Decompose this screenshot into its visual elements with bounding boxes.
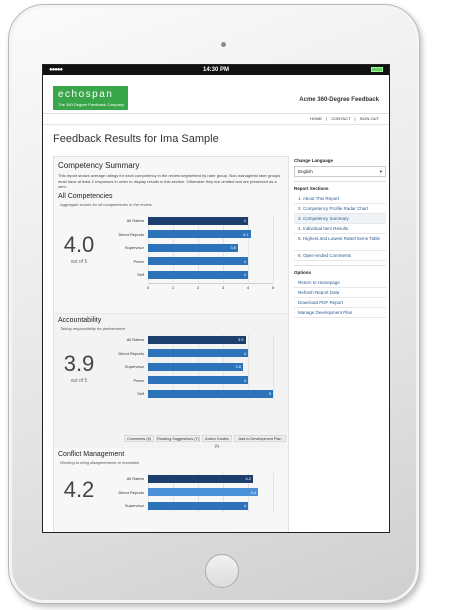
home-button[interactable] xyxy=(205,554,239,588)
bar-category-label: Self xyxy=(137,391,144,396)
screen xyxy=(42,64,390,533)
action-guides-button[interactable]: Action Guides (1) xyxy=(202,435,232,442)
status-time: 14:30 PM xyxy=(202,67,229,73)
report-sections-heading: Report Sections xyxy=(294,186,329,191)
nav-sign-out[interactable]: SIGN OUT xyxy=(359,116,379,121)
signal-icon: ●●●●● xyxy=(49,67,63,73)
option-return-home[interactable]: Return to Homepage xyxy=(294,278,386,288)
bar-category-label: Direct Reports xyxy=(118,350,144,356)
gridline xyxy=(273,473,274,514)
bar-value-label: 3.8 xyxy=(235,364,241,369)
bar xyxy=(148,257,248,265)
option-manage-plan[interactable]: Manage Development Plan xyxy=(294,308,386,318)
chart-subtitle: Working to bring disagreements to resolution xyxy=(60,459,140,465)
bar-value-label: 4 xyxy=(243,350,246,356)
chart-title: All Competencies xyxy=(58,192,113,200)
bar xyxy=(148,502,248,510)
divider xyxy=(294,265,386,266)
bar-value-label: 5 xyxy=(268,391,271,396)
bar xyxy=(148,363,243,371)
options-heading: Options xyxy=(294,270,311,275)
bar xyxy=(148,230,251,238)
bar-value-label: 4.4 xyxy=(250,489,256,495)
chevron-down-icon: ▾ xyxy=(379,169,382,174)
bar xyxy=(148,217,248,225)
bar-value-label: 4.1 xyxy=(242,231,249,237)
score-value: 3.9 xyxy=(63,351,95,377)
bar xyxy=(148,376,248,384)
language-value: English xyxy=(298,169,313,174)
bar-category-label: Direct Reports xyxy=(118,489,144,495)
chart-title: Conflict Management xyxy=(58,450,125,458)
logo-tagline: The 360-Degree Feedback Company xyxy=(58,102,125,107)
top-nav xyxy=(43,114,389,125)
competency-summary-description: This report shows average ratings for each competency in the review segmented by rater group. Non-managerial rater groups must have at least 2 responses in order to display results in this section. Otherwise they are omitted and are presented as a zero. xyxy=(58,173,281,189)
options-list xyxy=(294,278,386,318)
x-tick-label: 4 xyxy=(246,285,250,290)
bar-category-label: Peers xyxy=(133,377,144,383)
divider xyxy=(294,181,386,182)
accountability-section xyxy=(54,313,288,448)
bar-value-label: 4 xyxy=(243,258,246,264)
comments-button[interactable]: Comments (5) xyxy=(124,435,154,442)
bar-value-label: 4 xyxy=(243,272,246,277)
bar-value-label: 3.6 xyxy=(230,245,236,250)
x-tick-label: 3 xyxy=(221,285,225,290)
bar-category-label: Self xyxy=(137,272,144,277)
report-sections-list xyxy=(294,194,386,261)
status-bar xyxy=(43,65,389,75)
reading-suggestions-button[interactable]: Reading Suggestions (7) xyxy=(157,436,199,441)
bar-category-label: Supervisor xyxy=(124,364,144,369)
chart-subtitle: Aggregate scores for all competencies in the review. xyxy=(60,201,153,207)
nav-contact[interactable]: CONTACT xyxy=(331,116,351,121)
score-value: 4.0 xyxy=(63,232,95,258)
page-title: Feedback Results for Ima Sample xyxy=(53,133,219,145)
bar-category-label: All Raters xyxy=(126,476,144,481)
conflict-management-section xyxy=(54,451,288,531)
section-link-competency-summary[interactable]: 3. Competency Summary xyxy=(294,214,386,224)
bar-category-label: Supervisor xyxy=(124,245,144,250)
score-out-of: out of 5 xyxy=(70,259,88,266)
bar-value-label: 4.2 xyxy=(245,476,251,481)
x-tick-label: 1 xyxy=(171,285,175,290)
section-link-comments[interactable]: 6. Open-ended Comments xyxy=(294,251,386,261)
section-link-item-results[interactable]: 4. Individual Item Results xyxy=(294,224,386,234)
section-link-highest-lowest[interactable]: 5. Highest and Lowest Rated Items Table xyxy=(294,234,386,251)
bar-value-label: 4 xyxy=(243,377,246,383)
bar-category-label: Supervisor xyxy=(124,503,144,508)
add-to-development-plan-button[interactable]: Add to Development Plan xyxy=(234,435,286,442)
bar-category-label: Direct Reports xyxy=(118,231,144,237)
x-tick-label: 0 xyxy=(146,285,150,290)
all-competencies-section xyxy=(54,193,288,313)
bar-category-label: All Raters xyxy=(126,218,144,223)
bar-category-label: All Raters xyxy=(126,337,144,342)
bar xyxy=(148,336,246,344)
score-value: 4.2 xyxy=(63,476,95,502)
chart-title: Accountability xyxy=(58,316,102,324)
camera xyxy=(221,42,226,47)
nav-home[interactable]: HOME xyxy=(310,116,323,121)
x-axis xyxy=(148,283,273,284)
app-header xyxy=(43,75,389,114)
gridline xyxy=(273,215,274,283)
app-title: Acme 360-Degree Feedback xyxy=(299,97,379,103)
bar xyxy=(148,271,248,279)
bar xyxy=(148,349,248,357)
section-link-radar[interactable]: 2. Competency Profile Radar Chart xyxy=(294,204,386,214)
sidebar xyxy=(294,156,386,318)
bar xyxy=(148,475,253,483)
x-tick-label: 2 xyxy=(196,285,200,290)
echospan-logo[interactable] xyxy=(53,86,128,110)
language-select[interactable] xyxy=(294,166,386,177)
nav-separator: | xyxy=(326,116,328,121)
option-download-pdf[interactable]: Download PDF Report xyxy=(294,298,386,308)
gridline xyxy=(248,215,249,283)
main-panel xyxy=(53,156,289,533)
bar xyxy=(148,244,238,252)
bar-value-label: 4 xyxy=(243,218,246,223)
language-heading: Change Language xyxy=(294,158,334,163)
x-tick-label: 5 xyxy=(271,285,275,290)
score-out-of: out of 5 xyxy=(70,378,88,385)
nav-separator: | xyxy=(354,116,356,121)
logo-name: echospan xyxy=(58,89,114,100)
bar-value-label: 4 xyxy=(243,503,246,508)
battery-icon xyxy=(371,67,383,72)
option-refresh-data[interactable]: Refresh Report Data xyxy=(294,288,386,298)
chart-subtitle: Taking responsibility for performance xyxy=(60,325,126,331)
bar xyxy=(148,390,273,398)
section-link-about[interactable]: 1. About This Report xyxy=(294,194,386,204)
bar xyxy=(148,488,258,496)
bar-value-label: 3.9 xyxy=(237,337,244,342)
bar-category-label: Peers xyxy=(133,258,144,264)
competency-summary-title: Competency Summary xyxy=(58,161,140,170)
gridline xyxy=(273,334,274,402)
